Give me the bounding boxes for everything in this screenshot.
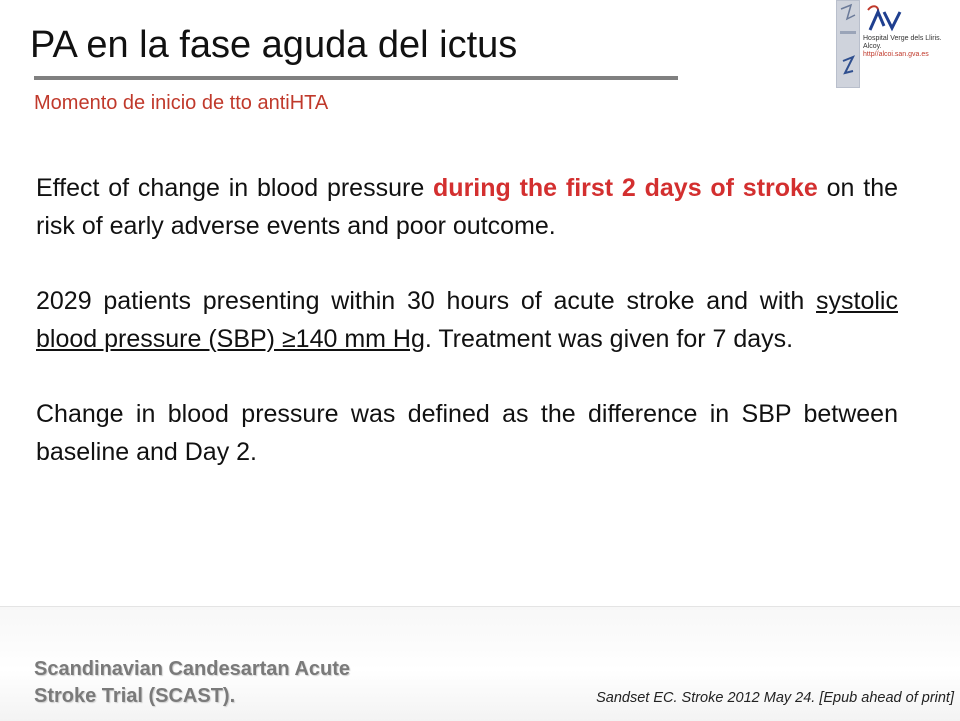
logo-url: http//alcoi.san.gva.es (863, 51, 929, 58)
trial-name-line-2: Stroke Trial (SCAST). (34, 685, 236, 707)
slide-body (36, 170, 898, 509)
p2-text-a: 2029 patients presenting within 30 hours of acute stroke and with (36, 287, 817, 315)
paragraph-patients (36, 283, 898, 358)
trial-name (34, 656, 350, 710)
p1-text-b: on the risk of early adverse events and poor outcome. (36, 174, 899, 240)
trial-name-line-1: Scandinavian Candesartan Acute (34, 658, 351, 680)
logo-side-banner (836, 0, 860, 88)
logo-line-2: Alcoy. (863, 43, 882, 50)
p1-highlight: during the first 2 days of stroke (433, 174, 818, 202)
page-title: PA en la fase aguda del ictus (30, 24, 518, 66)
logo-line-1: Hospital Verge dels Lliris. (863, 35, 942, 42)
p2-underlined: systolic blood pressure (SBP) ≥140 mm Hg (36, 287, 898, 353)
p2-text-b: . Treatment was given for 7 days. (424, 324, 794, 353)
paragraph-effect (36, 170, 898, 245)
logo-caption (863, 35, 942, 59)
title-divider (34, 76, 678, 80)
page-subtitle: Momento de inicio de tto antiHTA (34, 92, 329, 114)
citation: Sandset EC. Stroke 2012 May 24. [Epub ahead of print] (596, 690, 954, 706)
logo-banner-graphic (837, 1, 859, 87)
hospital-logo (832, 0, 956, 88)
logo-mark-icon (862, 4, 910, 34)
paragraph-definition: Change in blood pressure was defined as the difference in SBP between baseline and Day 2. (36, 400, 898, 466)
p1-text-a: Effect of change in blood pressure (36, 174, 434, 202)
